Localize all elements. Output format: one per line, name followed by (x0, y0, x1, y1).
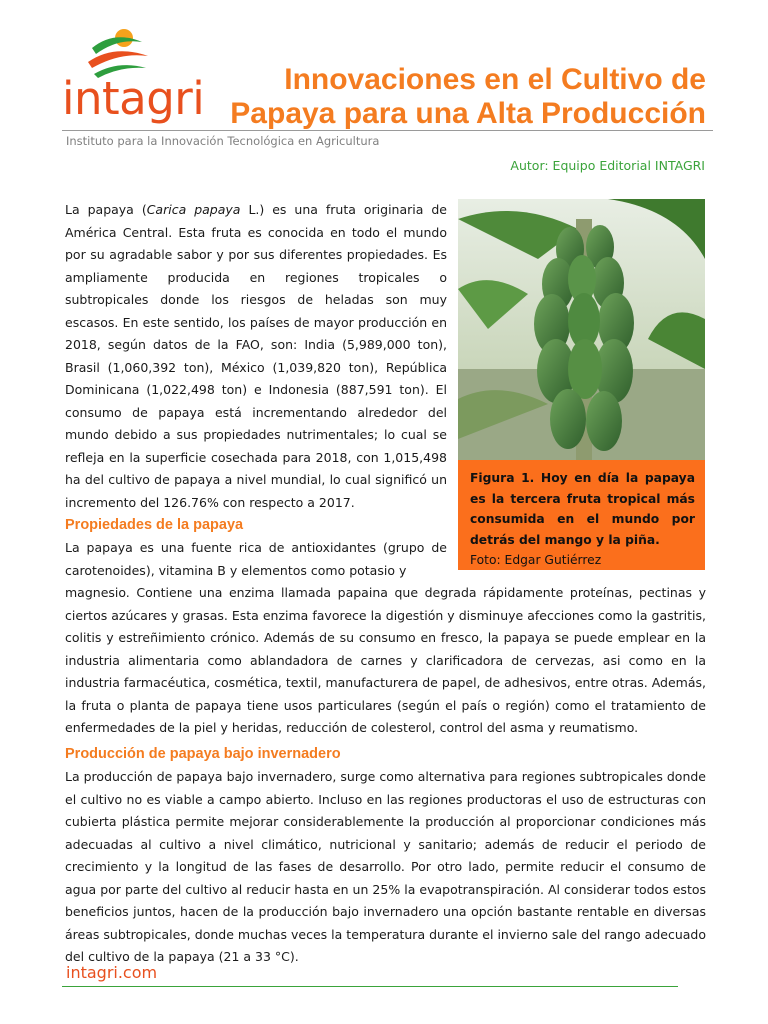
title-line-2: Papaya para una Alta Producción (230, 97, 706, 130)
author-line: Autor: Equipo Editorial INTAGRI (510, 158, 705, 173)
footer-site: intagri.com (66, 963, 158, 982)
photo-credit: Foto: Edgar Gutiérrez (470, 553, 602, 567)
institute-name: Instituto para la Innovación Tecnológica en Agricultura (66, 134, 380, 148)
logo-wordmark: intagri (62, 72, 205, 125)
papaya-illustration (458, 199, 705, 460)
section-heading-properties: Propiedades de la papaya (65, 517, 244, 533)
intro-prefix: La papaya ( (65, 202, 147, 217)
properties-paragraph: magnesio. Contiene una enzima llamada papaina que degrada rápidamente proteínas, pectinas y ciertos azúcares y grasas. Esta enzima favorece la digestión y disminuye afecciones como la gastritis, colitis y estreñimiento crónico. Además de su consumo en fresco, la papaya se puede emplear en la industria alimentaria como ablandadora de carnes y clarificadora de cervezas, asi como en la industria farmacéutica, cosmética, textil, manufacturera de papel, de adhesivos, entre otras. Además, la fruta o planta de papaya tiene usos particulares (según el país o región) como el tratamiento de enfermedades de la piel y heridas, reducción de colesterol, control del asma y reumatismo. (65, 585, 706, 735)
greenhouse-paragraph: La producción de papaya bajo invernadero, surge como alternativa para regiones subtropicales donde el cultivo no es viable a campo abierto. Incluso en las regiones productoras el uso de estructuras con cubierta plástica permite mejorar considerablemente la producción al proporcionar condiciones más adecuadas al cultivo a nivel climático, nutricional y sanitario; además de reducir el periodo de crecimiento y la longitud de las fases de desarrollo. Por otro lado, permite reducir el consumo de agua por parte del cultivo al reducir hasta en un 25% la evapotranspiración. Al considerar todos estos beneficios juntos, hacen de la producción bajo invernadero una opción bastante rentable en diversas áreas subtropicales, donde muchas veces la temperatura durante el invierno sale del rango adecuado del cultivo de la papaya (21 a 33 °C). (65, 769, 706, 964)
intro-body: L.) es una fruta originaria de América Central. Esta fruta es conocida en todo el mundo por su agradable sabor y por sus diferentes propiedades. Es ampliamente producida en regiones tropicales o subtropicales donde los riesgos de heladas son muy escasos. En este sentido, los países de mayor producción en 2018, según datos de la FAO, son: India (5,989,000 ton), Brasil (1,060,392 ton), México (1,039,820 ton), República Dominicana (1,022,498 ton) e Indonesia (887,591 ton). El consumo de papaya está incrementando alrededor del mundo debido a sus propiedades nutrimentales; lo cual se refleja en la superficie cosechada para 2018, con 1,015,498 ha del cultivo de papaya a nivel mundial, lo cual significó un incremento del 126.76% con respecto a 2017. (65, 202, 447, 510)
figure-caption (458, 460, 705, 570)
papaya-tree-photo (458, 199, 705, 460)
footer-divider (62, 986, 678, 987)
leaf-sun-icon (84, 28, 154, 78)
intagri-logo (62, 28, 205, 128)
species-name: Carica papaya (146, 202, 241, 217)
header-divider (62, 130, 713, 131)
intro-paragraph (65, 199, 447, 514)
caption-text: Figura 1. Hoy en día la papaya es la tercera fruta tropical más consumida en el mundo por detrás del mango y la piña. (470, 471, 695, 547)
article-title (230, 63, 706, 131)
properties-paragraph-start: La papaya es una fuente rica de antioxidantes (grupo de carotenoides), vitamina B y elementos como potasio y (65, 540, 447, 578)
section-heading-greenhouse: Producción de papaya bajo invernadero (65, 746, 341, 762)
title-line-1: Innovaciones en el Cultivo de (284, 63, 706, 96)
